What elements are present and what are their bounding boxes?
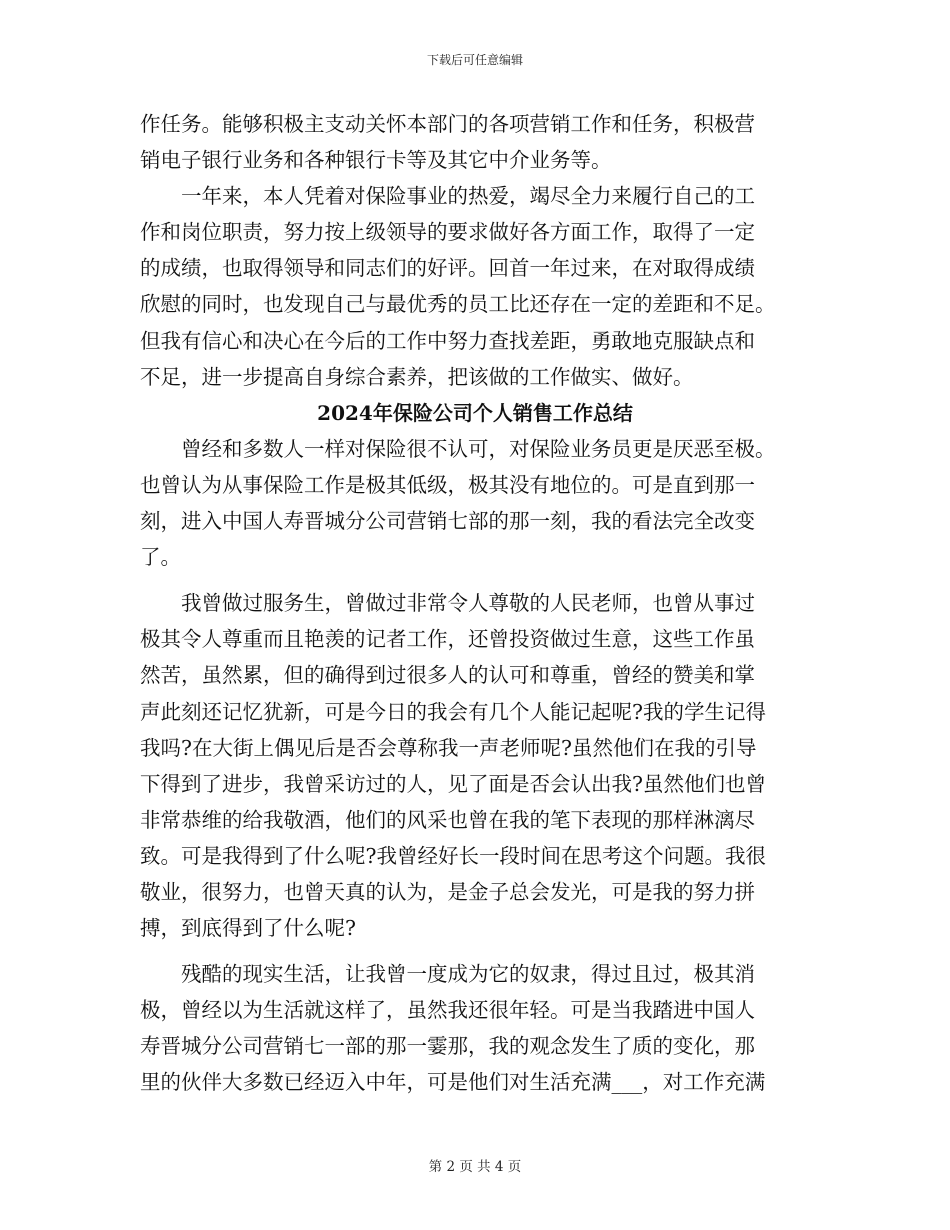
text-line: 非常恭维的给我敬酒，他们的风采也曾在我的笔下表现的那样淋漓尽 xyxy=(140,807,755,832)
text-line: 刻，进入中国人寿晋城分公司营销七部的那一刻，我的看法完全改变 xyxy=(140,509,755,534)
page-footer: 第 2 页 共 4 页 xyxy=(428,1159,522,1175)
page-header: 下载后可任意编辑 xyxy=(426,53,523,67)
text-line: 但我有信心和决心在今后的工作中努力查找差距，勇敢地克服缺点和 xyxy=(140,328,755,353)
text-line: 声此刻还记忆犹新，可是今日的我会有几个人能记起呢?我的学生记得 xyxy=(140,699,766,724)
text-line: 极其令人尊重而且艳羡的记者工作，还曾投资做过生意，这些工作虽 xyxy=(140,627,755,652)
text-line: 下得到了进步，我曾采访过的人，见了面是否会认出我?虽然他们也曾 xyxy=(140,771,766,796)
text-line: 曾经和多数人一样对保险很不认可，对保险业务员更是厌恶至极。 xyxy=(140,436,776,461)
text-line: 致。可是我得到了什么呢?我曾经好长一段时间在思考这个问题。我很 xyxy=(140,843,766,868)
document-body xyxy=(140,106,810,1101)
text-line: 极，曾经以为生活就这样了，虽然我还很年轻。可是当我踏进中国人 xyxy=(140,998,755,1023)
text-line: 作任务。能够积极主支动关怀本部门的各项营销工作和任务，积极营 xyxy=(140,112,755,136)
text-line: 搏，到底得到了什么呢? xyxy=(140,916,356,941)
text-line: 残酷的现实生活，让我曾一度成为它的奴隶，得过且过，极其消 xyxy=(140,962,755,987)
text-line: 作和岗位职责，努力按上级领导的要求做好各方面工作，取得了一定 xyxy=(140,220,755,245)
text-line: 欣慰的同时，也发现自己与最优秀的员工比还存在一定的差距和不足。 xyxy=(140,292,776,317)
text-line: 然苦，虽然累，但的确得到过很多人的认可和尊重，曾经的赞美和掌 xyxy=(140,663,755,688)
text-line: 了。 xyxy=(140,545,181,570)
text-line: 一年来，本人凭着对保险事业的热爱，竭尽全力来履行自己的工 xyxy=(140,184,755,209)
text-line: 寿晋城分公司营销七一部的那一霎那，我的观念发生了质的变化，那 xyxy=(140,1034,755,1059)
text-line: 我曾做过服务生，曾做过非常令人尊敬的人民老师，也曾从事过 xyxy=(140,591,755,616)
text-line: 里的伙伴大多数已经迈入中年，可是他们对生活充满___，对工作充满 xyxy=(140,1070,766,1095)
text-line: 我吗?在大街上偶见后是否会尊称我一声老师呢?虽然他们在我的引导 xyxy=(140,735,757,760)
text-line: 的成绩，也取得领导和同志们的好评。回首一年过来，在对取得成绩 xyxy=(140,256,755,281)
text-line: 敬业，很努力，也曾天真的认为，是金子总会发光，可是我的努力拼 xyxy=(140,879,755,904)
text-line: 不足，进一步提高自身综合素养，把该做的工作做实、做好。 xyxy=(140,364,694,389)
text-line: 销电子银行业务和各种银行卡等及其它中介业务等。 xyxy=(140,148,612,173)
text-line: 也曾认为从事保险工作是极其低级，极其没有地位的。可是直到那一 xyxy=(140,472,755,497)
section-title: 2024年保险公司个人销售工作总结 xyxy=(317,400,633,425)
